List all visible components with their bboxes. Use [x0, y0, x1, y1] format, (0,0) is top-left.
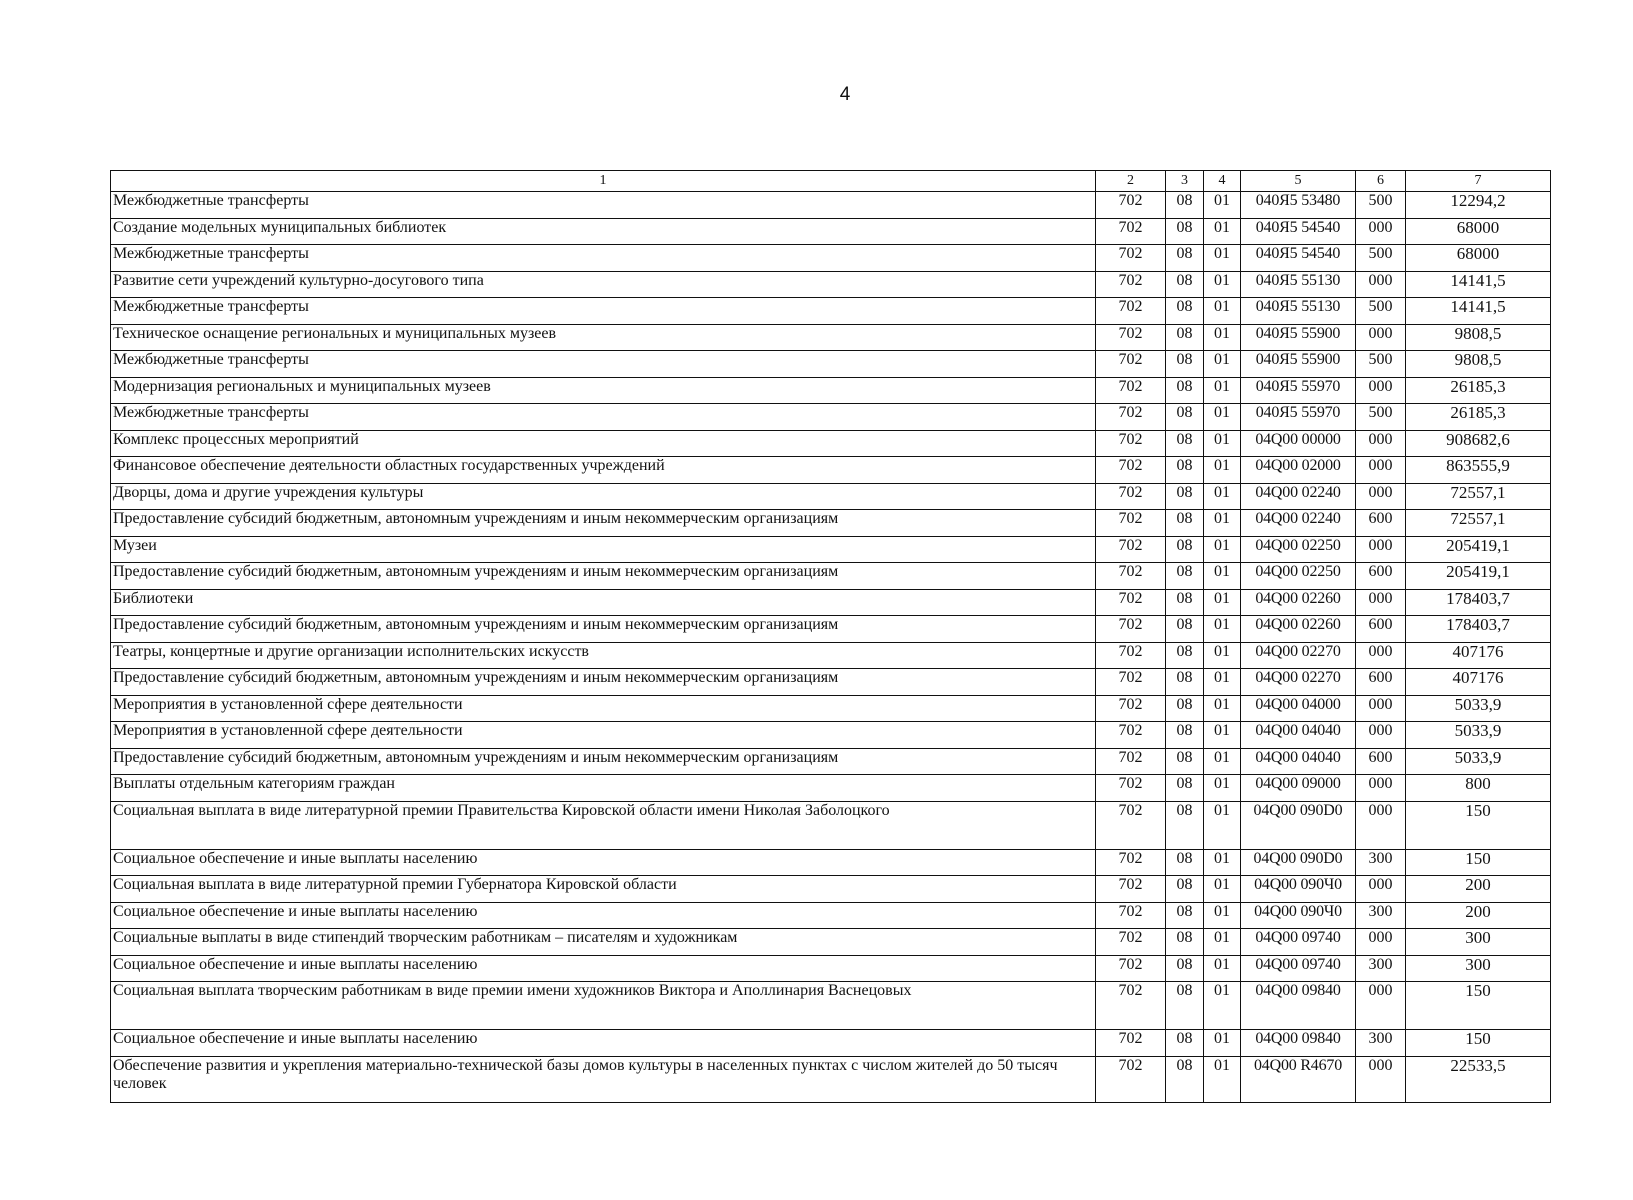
row-target-code: 04Q00 02240: [1241, 483, 1356, 510]
row-name: Музеи: [111, 536, 1096, 563]
row-admin-code: 702: [1096, 377, 1166, 404]
row-expense-type: 600: [1356, 510, 1406, 537]
row-expense-type: 000: [1356, 775, 1406, 802]
row-amount: 9808,5: [1406, 324, 1551, 351]
row-target-code: 04Q00 02000: [1241, 457, 1356, 484]
row-name: Межбюджетные трансферты: [111, 404, 1096, 431]
row-section: 08: [1166, 1030, 1204, 1057]
row-section: 08: [1166, 589, 1204, 616]
row-name: Предоставление субсидий бюджетным, автономным учреждениям и иным некоммерческим организациям: [111, 669, 1096, 696]
row-section: 08: [1166, 849, 1204, 876]
row-section: 08: [1166, 695, 1204, 722]
row-target-code: 04Q00 02260: [1241, 589, 1356, 616]
row-section: 08: [1166, 483, 1204, 510]
row-name: Социальное обеспечение и иные выплаты населению: [111, 902, 1096, 929]
row-amount: 72557,1: [1406, 483, 1551, 510]
table-row: [111, 510, 1551, 537]
table-row: [111, 483, 1551, 510]
row-section: 08: [1166, 722, 1204, 749]
row-admin-code: 702: [1096, 775, 1166, 802]
table-row: [111, 902, 1551, 929]
row-admin-code: 702: [1096, 536, 1166, 563]
row-subsection: 01: [1204, 722, 1241, 749]
header-col-2: 2: [1096, 171, 1166, 192]
row-section: 08: [1166, 324, 1204, 351]
row-amount: 908682,6: [1406, 430, 1551, 457]
row-admin-code: 702: [1096, 483, 1166, 510]
row-name: Библиотеки: [111, 589, 1096, 616]
row-target-code: 04Q00 02270: [1241, 642, 1356, 669]
table-row: [111, 695, 1551, 722]
table-row: [111, 722, 1551, 749]
row-subsection: 01: [1204, 324, 1241, 351]
row-admin-code: 702: [1096, 351, 1166, 378]
table-row: [111, 192, 1551, 219]
row-name: Межбюджетные трансферты: [111, 298, 1096, 325]
row-target-code: 04Q00 09740: [1241, 929, 1356, 956]
row-subsection: 01: [1204, 298, 1241, 325]
table-row: [111, 298, 1551, 325]
row-section: 08: [1166, 902, 1204, 929]
row-subsection: 01: [1204, 642, 1241, 669]
row-subsection: 01: [1204, 669, 1241, 696]
row-amount: 178403,7: [1406, 589, 1551, 616]
row-name: Выплаты отдельным категориям граждан: [111, 775, 1096, 802]
row-expense-type: 000: [1356, 430, 1406, 457]
row-expense-type: 000: [1356, 377, 1406, 404]
row-expense-type: 500: [1356, 351, 1406, 378]
row-section: 08: [1166, 748, 1204, 775]
header-col-6: 6: [1356, 171, 1406, 192]
row-name: Социальная выплата творческим работникам в виде премии имени художников Виктора и Аполлинария Васнецовых: [111, 982, 1096, 1030]
row-section: 08: [1166, 218, 1204, 245]
row-target-code: 04Q00 09840: [1241, 982, 1356, 1030]
row-amount: 12294,2: [1406, 192, 1551, 219]
row-subsection: 01: [1204, 563, 1241, 590]
row-admin-code: 702: [1096, 510, 1166, 537]
row-section: 08: [1166, 351, 1204, 378]
row-admin-code: 702: [1096, 563, 1166, 590]
row-amount: 26185,3: [1406, 377, 1551, 404]
row-admin-code: 702: [1096, 876, 1166, 903]
row-section: 08: [1166, 775, 1204, 802]
row-name: Социальная выплата в виде литературной премии Правительства Кировской области имени Николая Заболоцкого: [111, 801, 1096, 849]
row-amount: 150: [1406, 801, 1551, 849]
row-section: 08: [1166, 192, 1204, 219]
row-section: 08: [1166, 876, 1204, 903]
row-subsection: 01: [1204, 902, 1241, 929]
row-target-code: 04Q00 090Ч0: [1241, 902, 1356, 929]
row-target-code: 04Q00 04000: [1241, 695, 1356, 722]
row-admin-code: 702: [1096, 801, 1166, 849]
row-expense-type: 000: [1356, 536, 1406, 563]
row-name: Техническое оснащение региональных и муниципальных музеев: [111, 324, 1096, 351]
row-amount: 72557,1: [1406, 510, 1551, 537]
row-expense-type: 000: [1356, 324, 1406, 351]
table-row: [111, 351, 1551, 378]
header-row: [111, 171, 1551, 192]
row-amount: 205419,1: [1406, 536, 1551, 563]
row-name: Межбюджетные трансферты: [111, 351, 1096, 378]
row-expense-type: 000: [1356, 695, 1406, 722]
row-admin-code: 702: [1096, 902, 1166, 929]
row-target-code: 04Q00 090Ч0: [1241, 876, 1356, 903]
table-row: [111, 955, 1551, 982]
row-amount: 5033,9: [1406, 722, 1551, 749]
row-subsection: 01: [1204, 510, 1241, 537]
row-amount: 407176: [1406, 642, 1551, 669]
row-amount: 14141,5: [1406, 271, 1551, 298]
row-expense-type: 000: [1356, 722, 1406, 749]
row-admin-code: 702: [1096, 218, 1166, 245]
row-expense-type: 600: [1356, 748, 1406, 775]
table-row: [111, 589, 1551, 616]
table-body: [111, 192, 1551, 1103]
row-section: 08: [1166, 271, 1204, 298]
row-expense-type: 500: [1356, 192, 1406, 219]
row-name: Предоставление субсидий бюджетным, автономным учреждениям и иным некоммерческим организациям: [111, 748, 1096, 775]
row-subsection: 01: [1204, 1030, 1241, 1057]
row-admin-code: 702: [1096, 430, 1166, 457]
row-amount: 5033,9: [1406, 695, 1551, 722]
row-subsection: 01: [1204, 245, 1241, 272]
row-target-code: 04Q00 04040: [1241, 722, 1356, 749]
row-amount: 68000: [1406, 218, 1551, 245]
row-target-code: 04Q00 09000: [1241, 775, 1356, 802]
row-name: Межбюджетные трансферты: [111, 245, 1096, 272]
row-subsection: 01: [1204, 775, 1241, 802]
row-target-code: 04Q00 02250: [1241, 563, 1356, 590]
row-admin-code: 702: [1096, 695, 1166, 722]
row-section: 08: [1166, 563, 1204, 590]
row-expense-type: 000: [1356, 929, 1406, 956]
row-expense-type: 600: [1356, 563, 1406, 590]
table-header: [111, 171, 1551, 192]
row-admin-code: 702: [1096, 271, 1166, 298]
row-admin-code: 702: [1096, 982, 1166, 1030]
row-section: 08: [1166, 1056, 1204, 1102]
row-target-code: 040Я5 55970: [1241, 377, 1356, 404]
row-section: 08: [1166, 510, 1204, 537]
row-expense-type: 500: [1356, 245, 1406, 272]
table-row: [111, 982, 1551, 1030]
table-row: [111, 849, 1551, 876]
table-row: [111, 218, 1551, 245]
row-admin-code: 702: [1096, 955, 1166, 982]
row-name: Межбюджетные трансферты: [111, 192, 1096, 219]
row-expense-type: 000: [1356, 218, 1406, 245]
row-admin-code: 702: [1096, 404, 1166, 431]
row-name: Мероприятия в установленной сфере деятельности: [111, 722, 1096, 749]
row-admin-code: 702: [1096, 1030, 1166, 1057]
row-expense-type: 000: [1356, 801, 1406, 849]
row-subsection: 01: [1204, 536, 1241, 563]
header-col-5: 5: [1241, 171, 1356, 192]
row-target-code: 040Я5 55970: [1241, 404, 1356, 431]
row-subsection: 01: [1204, 404, 1241, 431]
table-row: [111, 669, 1551, 696]
row-admin-code: 702: [1096, 589, 1166, 616]
row-amount: 150: [1406, 849, 1551, 876]
row-admin-code: 702: [1096, 616, 1166, 643]
table-row: [111, 748, 1551, 775]
row-section: 08: [1166, 298, 1204, 325]
row-name: Социальная выплата в виде литературной премии Губернатора Кировской области: [111, 876, 1096, 903]
table-row: [111, 775, 1551, 802]
row-section: 08: [1166, 801, 1204, 849]
header-col-7: 7: [1406, 171, 1551, 192]
row-expense-type: 000: [1356, 982, 1406, 1030]
row-target-code: 040Я5 55900: [1241, 351, 1356, 378]
row-section: 08: [1166, 245, 1204, 272]
row-amount: 407176: [1406, 669, 1551, 696]
row-name: Модернизация региональных и муниципальных музеев: [111, 377, 1096, 404]
header-col-4: 4: [1204, 171, 1241, 192]
row-name: Предоставление субсидий бюджетным, автономным учреждениям и иным некоммерческим организациям: [111, 616, 1096, 643]
row-target-code: 040Я5 55900: [1241, 324, 1356, 351]
row-admin-code: 702: [1096, 929, 1166, 956]
row-name: Предоставление субсидий бюджетным, автономным учреждениям и иным некоммерческим организациям: [111, 563, 1096, 590]
row-amount: 800: [1406, 775, 1551, 802]
row-name: Комплекс процессных мероприятий: [111, 430, 1096, 457]
row-target-code: 04Q00 09740: [1241, 955, 1356, 982]
row-amount: 68000: [1406, 245, 1551, 272]
row-admin-code: 702: [1096, 324, 1166, 351]
row-subsection: 01: [1204, 271, 1241, 298]
row-expense-type: 500: [1356, 404, 1406, 431]
row-section: 08: [1166, 404, 1204, 431]
row-expense-type: 000: [1356, 271, 1406, 298]
row-amount: 14141,5: [1406, 298, 1551, 325]
row-subsection: 01: [1204, 748, 1241, 775]
row-subsection: 01: [1204, 982, 1241, 1030]
row-expense-type: 300: [1356, 955, 1406, 982]
table-row: [111, 876, 1551, 903]
row-section: 08: [1166, 616, 1204, 643]
row-subsection: 01: [1204, 616, 1241, 643]
row-subsection: 01: [1204, 218, 1241, 245]
table-row: [111, 245, 1551, 272]
page-number: 4: [839, 84, 851, 105]
row-admin-code: 702: [1096, 245, 1166, 272]
row-target-code: 040Я5 53480: [1241, 192, 1356, 219]
row-subsection: 01: [1204, 876, 1241, 903]
row-section: 08: [1166, 642, 1204, 669]
row-admin-code: 702: [1096, 849, 1166, 876]
row-name: Театры, концертные и другие организации исполнительских искусств: [111, 642, 1096, 669]
table-row: [111, 377, 1551, 404]
row-name: Мероприятия в установленной сфере деятельности: [111, 695, 1096, 722]
row-target-code: 04Q00 090D0: [1241, 801, 1356, 849]
row-target-code: 04Q00 02250: [1241, 536, 1356, 563]
row-name: Дворцы, дома и другие учреждения культуры: [111, 483, 1096, 510]
row-subsection: 01: [1204, 483, 1241, 510]
row-section: 08: [1166, 377, 1204, 404]
table-row: [111, 271, 1551, 298]
row-target-code: 04Q00 02260: [1241, 616, 1356, 643]
row-amount: 150: [1406, 1030, 1551, 1057]
row-admin-code: 702: [1096, 642, 1166, 669]
row-target-code: 04Q00 090D0: [1241, 849, 1356, 876]
row-amount: 300: [1406, 929, 1551, 956]
row-admin-code: 702: [1096, 192, 1166, 219]
row-subsection: 01: [1204, 377, 1241, 404]
row-admin-code: 702: [1096, 1056, 1166, 1102]
row-target-code: 04Q00 00000: [1241, 430, 1356, 457]
row-target-code: 04Q00 02240: [1241, 510, 1356, 537]
header-col-3: 3: [1166, 171, 1204, 192]
table-row: [111, 642, 1551, 669]
row-expense-type: 600: [1356, 669, 1406, 696]
row-expense-type: 500: [1356, 298, 1406, 325]
row-amount: 150: [1406, 982, 1551, 1030]
row-amount: 22533,5: [1406, 1056, 1551, 1102]
row-name: Предоставление субсидий бюджетным, автономным учреждениям и иным некоммерческим организациям: [111, 510, 1096, 537]
table-row: [111, 536, 1551, 563]
row-expense-type: 000: [1356, 457, 1406, 484]
row-subsection: 01: [1204, 695, 1241, 722]
row-subsection: 01: [1204, 801, 1241, 849]
row-subsection: 01: [1204, 589, 1241, 616]
row-expense-type: 000: [1356, 876, 1406, 903]
row-target-code: 04Q00 09840: [1241, 1030, 1356, 1057]
row-expense-type: 300: [1356, 902, 1406, 929]
row-target-code: 040Я5 54540: [1241, 245, 1356, 272]
row-amount: 205419,1: [1406, 563, 1551, 590]
row-expense-type: 000: [1356, 642, 1406, 669]
row-expense-type: 600: [1356, 616, 1406, 643]
row-target-code: 040Я5 55130: [1241, 271, 1356, 298]
row-amount: 9808,5: [1406, 351, 1551, 378]
row-admin-code: 702: [1096, 298, 1166, 325]
row-section: 08: [1166, 430, 1204, 457]
table-row: [111, 404, 1551, 431]
row-admin-code: 702: [1096, 722, 1166, 749]
row-expense-type: 300: [1356, 849, 1406, 876]
row-subsection: 01: [1204, 929, 1241, 956]
row-subsection: 01: [1204, 351, 1241, 378]
row-target-code: 04Q00 04040: [1241, 748, 1356, 775]
header-col-1: 1: [111, 171, 1096, 192]
row-name: Социальное обеспечение и иные выплаты населению: [111, 955, 1096, 982]
table-row: [111, 563, 1551, 590]
row-section: 08: [1166, 669, 1204, 696]
row-expense-type: 300: [1356, 1030, 1406, 1057]
row-name: Создание модельных муниципальных библиотек: [111, 218, 1096, 245]
row-admin-code: 702: [1096, 457, 1166, 484]
row-section: 08: [1166, 536, 1204, 563]
budget-table: [110, 170, 1551, 1103]
row-amount: 200: [1406, 902, 1551, 929]
row-amount: 5033,9: [1406, 748, 1551, 775]
row-admin-code: 702: [1096, 669, 1166, 696]
row-target-code: 040Я5 55130: [1241, 298, 1356, 325]
row-subsection: 01: [1204, 955, 1241, 982]
table-row: [111, 1056, 1551, 1102]
row-amount: 26185,3: [1406, 404, 1551, 431]
row-name: Обеспечение развития и укрепления материально-технической базы домов культуры в населенных пунктах с числом жителей до 50 тысяч человек: [111, 1056, 1096, 1102]
row-section: 08: [1166, 982, 1204, 1030]
row-name: Финансовое обеспечение деятельности областных государственных учреждений: [111, 457, 1096, 484]
table-row: [111, 457, 1551, 484]
row-expense-type: 000: [1356, 1056, 1406, 1102]
row-section: 08: [1166, 929, 1204, 956]
row-target-code: 04Q00 R4670: [1241, 1056, 1356, 1102]
row-amount: 300: [1406, 955, 1551, 982]
table-row: [111, 616, 1551, 643]
row-subsection: 01: [1204, 849, 1241, 876]
row-name: Социальное обеспечение и иные выплаты населению: [111, 1030, 1096, 1057]
row-subsection: 01: [1204, 430, 1241, 457]
row-expense-type: 000: [1356, 589, 1406, 616]
row-name: Социальные выплаты в виде стипендий творческим работникам – писателям и художникам: [111, 929, 1096, 956]
row-amount: 200: [1406, 876, 1551, 903]
table-row: [111, 1030, 1551, 1057]
row-target-code: 04Q00 02270: [1241, 669, 1356, 696]
table-row: [111, 929, 1551, 956]
table-row: [111, 801, 1551, 849]
row-section: 08: [1166, 955, 1204, 982]
row-subsection: 01: [1204, 457, 1241, 484]
row-name: Социальное обеспечение и иные выплаты населению: [111, 849, 1096, 876]
row-subsection: 01: [1204, 192, 1241, 219]
row-section: 08: [1166, 457, 1204, 484]
table-row: [111, 430, 1551, 457]
row-name: Развитие сети учреждений культурно-досугового типа: [111, 271, 1096, 298]
row-amount: 863555,9: [1406, 457, 1551, 484]
table-row: [111, 324, 1551, 351]
row-amount: 178403,7: [1406, 616, 1551, 643]
row-target-code: 040Я5 54540: [1241, 218, 1356, 245]
row-expense-type: 000: [1356, 483, 1406, 510]
row-admin-code: 702: [1096, 748, 1166, 775]
row-subsection: 01: [1204, 1056, 1241, 1102]
